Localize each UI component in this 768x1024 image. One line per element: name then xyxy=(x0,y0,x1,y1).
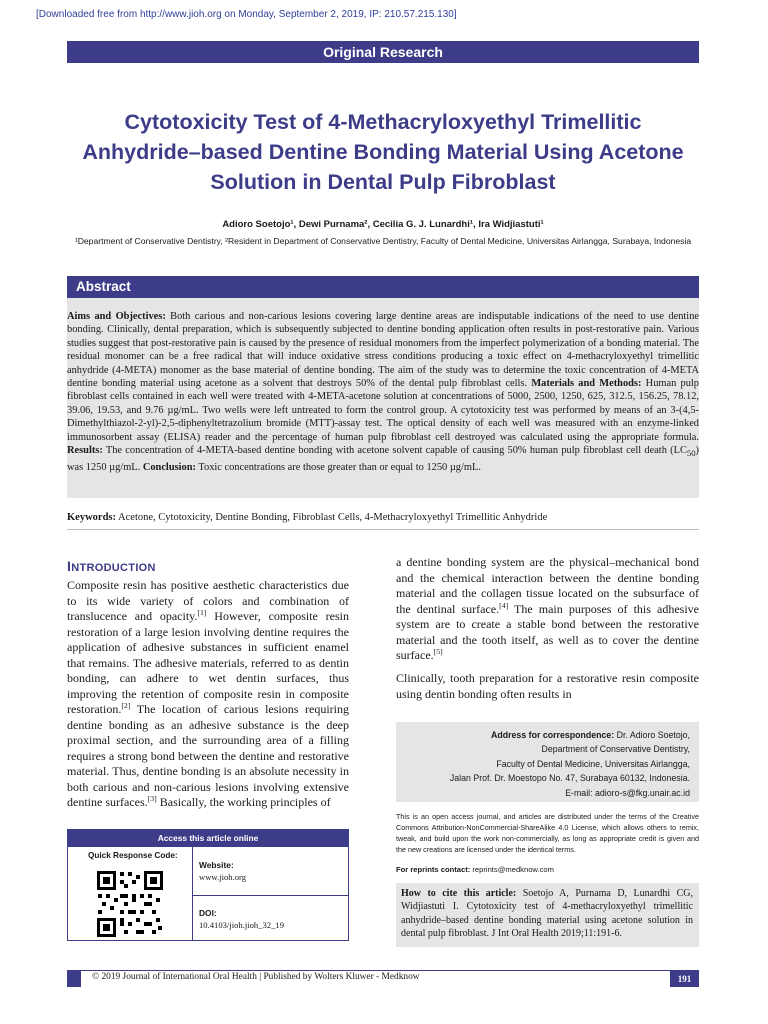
abstract-heading: Abstract xyxy=(76,279,131,294)
citation-ref[interactable]: [1] xyxy=(197,608,207,617)
author-list: Adioro Soetojo¹, Dewi Purnama², Cecilia G. J. Lunardhi¹, Ira Widjiastuti¹ xyxy=(222,219,544,230)
correspondence-name: Dr. Adioro Soetojo, xyxy=(614,730,690,740)
introduction-heading xyxy=(67,558,156,574)
abstract-header xyxy=(67,276,699,298)
citation-ref[interactable]: [3] xyxy=(147,794,157,803)
intro-text: a dentine bonding system are the physical–mechanical bond and the chemical interaction between the dentine bonding material and the collagen tissue located on the subsurface of the dentinal surface. xyxy=(396,555,699,616)
abstract-aims-label: Aims and Objectives: xyxy=(67,311,166,322)
citation-ref[interactable]: [5] xyxy=(433,647,443,656)
keywords-text: Acetone, Cytotoxicity, Dentine Bonding, Fibroblast Cells, 4-Methacryloxyethyl Trimellitic Anhydride xyxy=(116,512,548,523)
abstract-results-text-end: ) was 1250 µg/mL. xyxy=(67,445,699,473)
citation-ref[interactable]: [2] xyxy=(121,701,131,710)
section-label: Original Research xyxy=(323,44,443,60)
correspondence-line: Jalan Prof. Dr. Moestopo No. 47, Surabaya 60132, Indonesia. xyxy=(449,773,690,784)
reprints-contact xyxy=(396,865,554,874)
intro-right-column-para2: Clinically, tooth preparation for a restorative resin composite using dentin bonding often results in xyxy=(396,671,699,701)
correspondence-box xyxy=(396,722,699,802)
correspondence-email[interactable]: E-mail: adioro-s@fkg.unair.ac.id xyxy=(565,787,690,798)
reprints-label: For reprints contact: xyxy=(396,865,471,874)
qr-code-icon[interactable] xyxy=(95,869,165,939)
correspondence-line: Department of Conservative Dentistry, xyxy=(541,744,690,755)
intro-text: The location of carious lesions requiring dentine bonding as an adhesive substance is the deep proximal section, and the surrounding area of a filling requires a strong bond between the dentine and restorative material. Thus, dentine bonding is an absolute necessity in both carious and non-carious lesions involving extensive dentine surfaces. xyxy=(67,702,349,809)
citation-body: Soetojo A, Purnama D, Lunardhi CG, Widjiastuti I. Cytotoxicity test of 4-methacryloxyethyl trimellitic anhydride–based dentine bonding material using acetone solution in dental pulp fibroblast. J Int Oral Health 2019;11:191-6. xyxy=(401,888,693,939)
correspondence-address xyxy=(450,728,690,800)
footer-accent xyxy=(67,971,81,987)
introduction-heading-initial: I xyxy=(67,558,72,574)
reprints-email[interactable]: reprints@medknow.com xyxy=(470,865,554,874)
correspondence-line: Faculty of Dental Medicine, Universitas Airlangga, xyxy=(496,758,690,769)
page-number: 191 xyxy=(670,971,699,987)
abstract-conclusion-label: Conclusion: xyxy=(142,461,196,473)
website-link[interactable]: www.jioh.org xyxy=(199,872,247,882)
intro-left-column xyxy=(67,578,349,811)
access-online-box xyxy=(67,829,349,941)
citation-text xyxy=(401,887,693,940)
intro-right-column xyxy=(396,555,699,664)
abstract-text xyxy=(67,310,699,474)
citation-box xyxy=(396,883,699,947)
abstract-aims-text: Both carious and non-carious lesions covering large dentine areas are indisputable indications of the need to use dentine bonding. Clinically, dental preparation, which is subsequently subjected to dentine bonding application often results in post-restorative pain. Various studies suggest that post-restorative pain is caused by the presence of residual monomers from the imperfect polymerization of a bonding material. The residual monomer can be a free radical that will induce oxidative stress conditions producing a toxic effect on 4-methacryloxyethyl trimellitic anhydride (4-META) monomer as the base material of dentine bonding. The aim of the study was to determine the toxic concentration of 4-META dentine bonding material using acetone as a solvent that destroys 50% of the dental pulp fibroblast cells. xyxy=(67,311,699,390)
footer-copyright: © 2019 Journal of International Oral Health | Published by Wolters Kluwer - Medknow xyxy=(92,972,420,982)
intro-text: Composite resin has positive aesthetic characteristics due to its wide variety of colors and combination of translucence and opacity. xyxy=(67,578,349,623)
page-footer xyxy=(67,970,699,987)
lc50-subscript: 50 xyxy=(686,448,696,459)
doi-label: DOI: xyxy=(199,908,217,918)
abstract-methods-text: Human pulp fibroblast cells contained in each well were treated with 4-META-acetone solution at concentrations of 5000, 2500, 1250, 625, 312.5, 156.25, 78.12, 39.06, 19.53, and 9.76 µg/mL. Two wells were left untreated to form the control group. A cytotoxicity test was performed by means of an 3-(4,5-Dimethylthiazol-2-yl)-2,5-diphenyltetrazolium bromide (MTT)-assay test. The optical density of each well was measured with an enzyme-linked immunosorbent assay (ELISA) reader and the percentage of human pulp fibroblast cell destroyed was calculated using the appropriate formula. xyxy=(67,378,699,443)
intro-text: Basically, the working principles of xyxy=(156,795,331,809)
website-label: Website: xyxy=(199,860,234,870)
correspondence-first-line xyxy=(450,728,690,742)
download-notice: [Downloaded free from http://www.jioh.org on Monday, September 2, 2019, IP: 210.57.215.130] xyxy=(36,9,457,20)
section-banner xyxy=(67,41,699,63)
abstract-results-text: The concentration of 4-META-based dentine bonding with acetone solvent capable of causing 50% human pulp fibroblast cell death (LC xyxy=(102,445,687,457)
doi-link[interactable]: 10.4103/jioh.jioh_32_19 xyxy=(199,920,284,930)
abstract-conclusion-text: Toxic concentrations are those greater than or equal to 1250 µg/mL. xyxy=(195,461,481,473)
keywords-label: Keywords: xyxy=(67,512,116,523)
keywords-divider xyxy=(67,529,699,530)
abstract-methods-label: Materials and Methods: xyxy=(531,378,642,390)
citation-label: How to cite this article: xyxy=(401,888,517,899)
affiliations: ¹Department of Conservative Dentistry, ²Resident in Department of Conservative Dentistry, Faculty of Dental Medicine, Universitas Airlangga, Surabaya, Indonesia xyxy=(74,236,692,246)
intro-text: However, composite resin restoration of a large lesion involving dentine requires the application of adhesive substances in sufficient enamel that remains. The adhesive materials, referred to as dentin bonding, can adhere to wet dentin surfaces, thus improving the retention of composite resin in composite restoration. xyxy=(67,609,349,716)
access-heading: Access this article online xyxy=(68,830,348,847)
introduction-heading-rest: NTRODUCTION xyxy=(71,562,156,574)
qr-code-label: Quick Response Code: xyxy=(88,851,178,860)
abstract-results-label: Results: xyxy=(67,445,103,457)
article-title: Cytotoxicity Test of 4-Methacryloxyethyl Trimellitic Anhydride–based Dentine Bonding Material Using Acetone Solution in Dental Pulp Fibroblast xyxy=(82,110,684,194)
keywords xyxy=(67,512,699,523)
access-box-rule xyxy=(193,895,349,896)
correspondence-label: Address for correspondence: xyxy=(491,730,615,740)
license-notice: This is an open access journal, and articles are distributed under the terms of the Creative Commons Attribution-NonCommercial-ShareAlike 4.0 License, which allows others to remix, tweak, and build upon the work non-commercially, as long as appropriate credit is given and the new creations are licensed under the identical terms. xyxy=(396,812,699,854)
intro-text: The main purposes of this adhesive system are to create a stable bond between the restorative material and the tooth itself, as well as to cover the dentine surface. xyxy=(396,601,699,662)
access-box-divider xyxy=(192,847,193,941)
citation-ref[interactable]: [4] xyxy=(499,600,509,610)
